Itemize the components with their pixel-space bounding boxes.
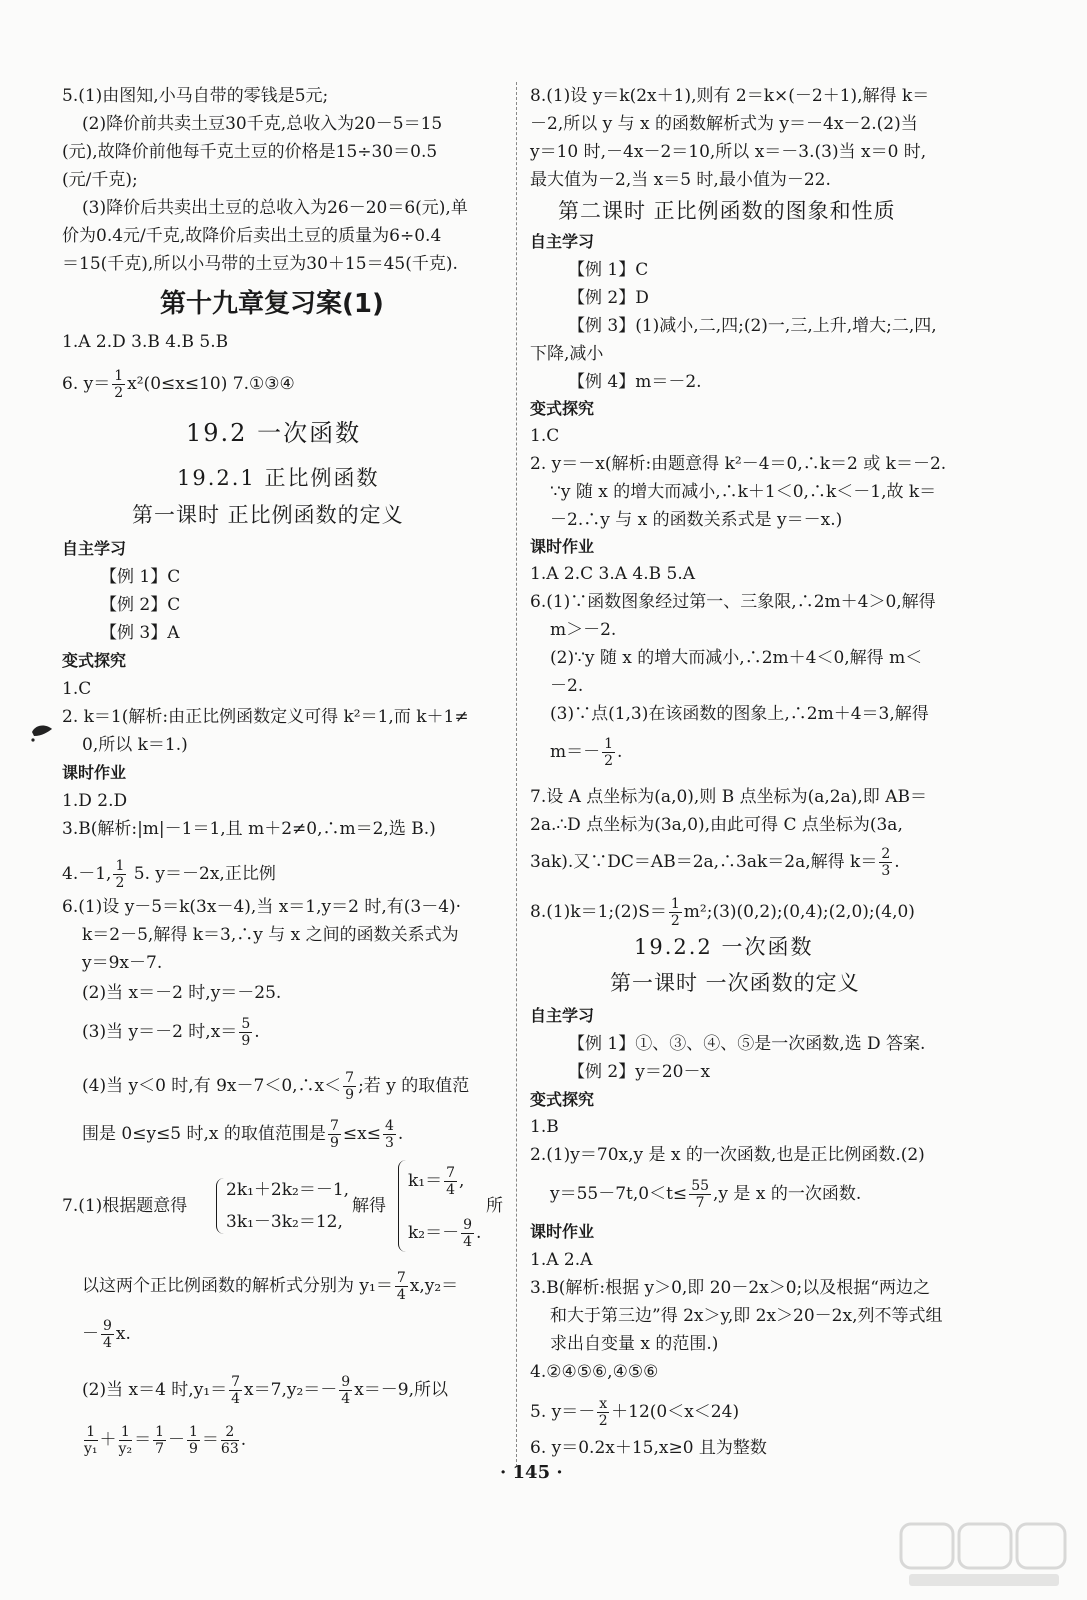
answer-line: 解得 [352, 1196, 386, 1216]
fraction: $\frac{x}{2}$ [598, 1396, 608, 1429]
equation: k₂＝－ $\frac{9}{4}$ . [408, 1217, 482, 1250]
example-line: 【例 2】y＝20－x [568, 1062, 711, 1082]
watermark-logo-icon [899, 1520, 1069, 1590]
example-line: 【例 2】C [100, 595, 181, 615]
answer-line: 2.(1)y＝70x,y 是 x 的一次函数,也是正比例函数.(2) [530, 1145, 925, 1165]
answer-line: y＝9x－7. [82, 953, 163, 973]
label-zizhu: 自主学习 [530, 232, 595, 251]
answer-line: (3)当 y＝－2 时,x＝ $\frac{5}{9}$ . [82, 1016, 260, 1049]
q5-line: (元),故降价前他每千克土豆的价格是15÷30＝0.5 [62, 142, 438, 162]
fraction: $\frac{7}{4}$ [446, 1165, 456, 1198]
answer-line: (2)∵y 随 x 的增大而减小,∴2m＋4＜0,解得 m＜ [550, 648, 923, 668]
answer-line: 3.B(解析:|m|－1＝1,且 m＋2≠0,∴m＝2,选 B.) [62, 819, 436, 839]
equation: k₁＝ $\frac{7}{4}$ , [408, 1165, 465, 1198]
answer-line: y＝55－7t,0＜t≤ $\frac{55}{7}$ ,y 是 x 的一次函数. [550, 1178, 862, 1211]
fraction: $\frac{1}{2}$ [114, 368, 124, 401]
example-line: 【例 3】A [100, 623, 180, 643]
q5-line: (元/千克); [62, 170, 138, 190]
answer-line: 1.A 2.A [530, 1250, 593, 1270]
fraction: $\frac{1}{9}$ [188, 1424, 198, 1457]
answer-line: 7.设 A 点坐标为(a,0),则 B 点坐标为(a,2a),即 AB＝ [530, 787, 927, 807]
answer-line: 1.B [530, 1117, 559, 1137]
label-zizhu: 自主学习 [530, 1006, 595, 1025]
answer-line: － $\frac{9}{4}$ x. [82, 1318, 131, 1351]
answer-line: －2. [550, 676, 584, 696]
q5-line: 5.(1)由图知,小马自带的零钱是5元; [62, 86, 329, 106]
answer-line: k＝2－5,解得 k＝3,∴y 与 x 之间的函数关系式为 [82, 925, 459, 945]
lesson-title: 第一课时 正比例函数的定义 [132, 503, 404, 527]
answer-line: ∵y 随 x 的增大而减小,∴k＋1＜0,∴k＜－1,故 k＝ [550, 482, 937, 502]
answer-line: 4.②④⑤⑥,④⑤⑥ [530, 1362, 659, 1382]
label-bianshi: 变式探究 [530, 1090, 595, 1109]
answer-line: m＝－ $\frac{1}{2}$ . [550, 736, 623, 769]
example-line: 【例 1】C [568, 260, 649, 280]
answer-line: 4.－1, $\frac{1}{2}$ 5. y＝－2x,正比例 [62, 858, 276, 891]
q5-line: 价为0.4元/千克,故降价后卖出土豆的质量为6÷0.4 [62, 226, 442, 246]
fraction: $\frac{1}{\text{y₁}}$ [84, 1424, 98, 1457]
fraction: $\frac{1}{2}$ [115, 858, 125, 891]
q5-line: (3)降价后共卖出土豆的总收入为26－20＝6(元),单 [82, 198, 468, 218]
answer-line: (4)当 y＜0 时,有 9x－7＜0,∴x＜ $\frac{7}{9}$ ;若 y 的取值范 [82, 1070, 470, 1103]
answer-line: m＞－2. [550, 620, 617, 640]
answer-line: 1.A 2.C 3.A 4.B 5.A [530, 564, 696, 584]
answer-line: 3.B(解析:根据 y＞0,即 20－2x＞0;以及根据“两边之 [530, 1278, 930, 1298]
answer-line: $\frac{1}{\text{y₁}}$ ＋ $\frac{1}{\text{y₂}}$ ＝ $\frac{1}{7}$ － $\frac{1}{9}$ ＝ $\frac{2}{63}$ . [84, 1424, 247, 1457]
column-divider [516, 82, 517, 1467]
answer-line: 围是 0≤y≤5 时,x 的取值范围是 $\frac{7}{9}$ ≤x≤ $\frac{4}{3}$ . [82, 1118, 404, 1151]
q5-line: (2)降价前共卖土豆30千克,总收入为20－5＝15 [82, 114, 443, 134]
example-line: 【例 1】C [100, 567, 181, 587]
answer-line: －2.∴y 与 x 的函数关系式是 y＝－x.) [550, 510, 843, 530]
label-keshi: 课时作业 [62, 763, 127, 782]
answer-line: 1.C [62, 679, 92, 699]
answer-line: 所 [486, 1196, 503, 1216]
ink-blot-icon [30, 720, 56, 742]
answer-line: (2)当 x＝4 时,y₁＝ $\frac{7}{4}$ x＝7,y₂＝－ $\frac{9}{4}$ x＝－9,所以 [82, 1374, 449, 1407]
equation: 2k₁＋2k₂＝－1, [226, 1180, 350, 1200]
answer-line: 8.(1)k＝1;(2)S＝ $\frac{1}{2}$ m²;(3)(0,2);(0,4);(2,0);(4,0) [530, 896, 915, 929]
answer-line: 1.D 2.D [62, 791, 128, 811]
fraction: $\frac{9}{4}$ [341, 1374, 351, 1407]
fraction: $\frac{1}{\text{y₂}}$ [118, 1424, 133, 1457]
answer-line: 和大于第三边”得 2x＞y,即 2x＞20－2x,列不等式组 [550, 1306, 943, 1326]
fraction: $\frac{7}{4}$ [231, 1374, 241, 1407]
answer-line: y＝10 时,－4x－2＝10,所以 x＝－3.(3)当 x＝0 时, [530, 142, 927, 162]
fraction: $\frac{9}{4}$ [463, 1217, 473, 1250]
answer-line: (3)∵点(1,3)在该函数的图象上,∴2m＋4＝3,解得 [550, 704, 929, 724]
brace [398, 1160, 407, 1252]
answer-line: (2)当 x＝－2 时,y＝－25. [82, 983, 282, 1003]
example-line: 【例 1】①、③、④、⑤是一次函数,选 D 答案. [568, 1034, 926, 1054]
label-bianshi: 变式探究 [62, 651, 127, 670]
fraction: $\frac{5}{9}$ [241, 1016, 251, 1049]
page-number: · 145 · [500, 1462, 563, 1483]
fraction: $\frac{2}{3}$ [881, 846, 891, 879]
label-keshi: 课时作业 [530, 1222, 595, 1241]
example-line: 【例 2】D [568, 288, 649, 308]
answer-line: 3ak).又∵DC＝AB＝2a,∴3ak＝2a,解得 k＝ $\frac{2}{3}$ . [530, 846, 900, 879]
fraction: $\frac{1}{2}$ [604, 736, 614, 769]
fraction: $\frac{1}{2}$ [670, 896, 680, 929]
example-line: 下降,减小 [530, 344, 604, 364]
answer-line: 0,所以 k＝1.) [82, 735, 188, 755]
answer-line: 6.(1)∵函数图象经过第一、三象限,∴2m＋4＞0,解得 [530, 592, 936, 612]
subsection-heading: 19.2.1 正比例函数 [177, 466, 380, 490]
label-bianshi: 变式探究 [530, 399, 595, 418]
answer-line: 7.(1)根据题意得 [62, 1196, 188, 1216]
answer-line: 2. y＝－x(解析:由题意得 k²－4＝0,∴k＝2 或 k＝－2. [530, 454, 947, 474]
fraction: $\frac{55}{7}$ [691, 1178, 710, 1211]
equation: 3k₁－3k₂＝12, [226, 1212, 343, 1232]
answer-line: 1.C [530, 426, 560, 446]
example-line: 【例 4】m＝－2. [568, 372, 702, 392]
q5-line: ＝15(千克),所以小马带的土豆为30＋15＝45(千克). [62, 254, 458, 274]
answer-line: 求出自变量 x 的范围.) [550, 1334, 719, 1354]
answer-line: 6. y＝0.2x＋15,x≥0 且为整数 [530, 1438, 767, 1458]
lesson-title: 第二课时 正比例函数的图象和性质 [558, 199, 896, 223]
fraction: $\frac{9}{4}$ [103, 1318, 112, 1351]
fraction: $\frac{7}{9}$ [345, 1070, 355, 1103]
answer-line: 6. y＝ $\frac{1}{2}$ x²(0≤x≤10) 7.①③④ [62, 368, 295, 401]
section-heading: 19.2 一次函数 [186, 419, 362, 447]
answer-line: 5. y＝－ $\frac{x}{2}$ ＋12(0＜x＜24) [530, 1396, 740, 1429]
answer-line: 8.(1)设 y＝k(2x＋1),则有 2＝k×(－2＋1),解得 k＝ [530, 86, 930, 106]
answer-line: 2. k＝1(解析:由正比例函数定义可得 k²＝1,而 k＋1≠ [62, 707, 469, 727]
answer-line: 最大值为－2,当 x＝5 时,最小值为－22. [530, 170, 831, 190]
subsection-heading: 19.2.2 一次函数 [634, 935, 814, 959]
fraction: $\frac{2}{63}$ [220, 1424, 239, 1457]
answer-line: 1.A 2.D 3.B 4.B 5.B [62, 332, 229, 352]
label-zizhu: 自主学习 [62, 539, 127, 558]
answer-line: 6.(1)设 y－5＝k(3x－4),当 x＝1,y＝2 时,有(3－4)· [62, 897, 462, 917]
example-line: 【例 3】(1)减小,二,四;(2)一,三,上升,增大;二,四, [568, 316, 937, 336]
fraction: $\frac{7}{9}$ [329, 1118, 339, 1151]
answer-line: 以这两个正比例函数的解析式分别为 y₁＝ $\frac{7}{4}$ x,y₂＝ [82, 1270, 459, 1303]
section-title: 第十九章复习案(1) [160, 289, 384, 319]
lesson-title: 第一课时 一次函数的定义 [610, 971, 860, 995]
fraction: $\frac{4}{3}$ [384, 1118, 394, 1151]
fraction: $\frac{1}{7}$ [155, 1424, 164, 1457]
brace [216, 1178, 225, 1234]
answer-line: －2,所以 y 与 x 的函数解析式为 y＝－4x－2.(2)当 [530, 114, 918, 134]
answer-line: 2a.∴D 点坐标为(3a,0),由此可得 C 点坐标为(3a, [530, 815, 903, 835]
label-keshi: 课时作业 [530, 537, 595, 556]
fraction: $\frac{7}{4}$ [396, 1270, 406, 1303]
